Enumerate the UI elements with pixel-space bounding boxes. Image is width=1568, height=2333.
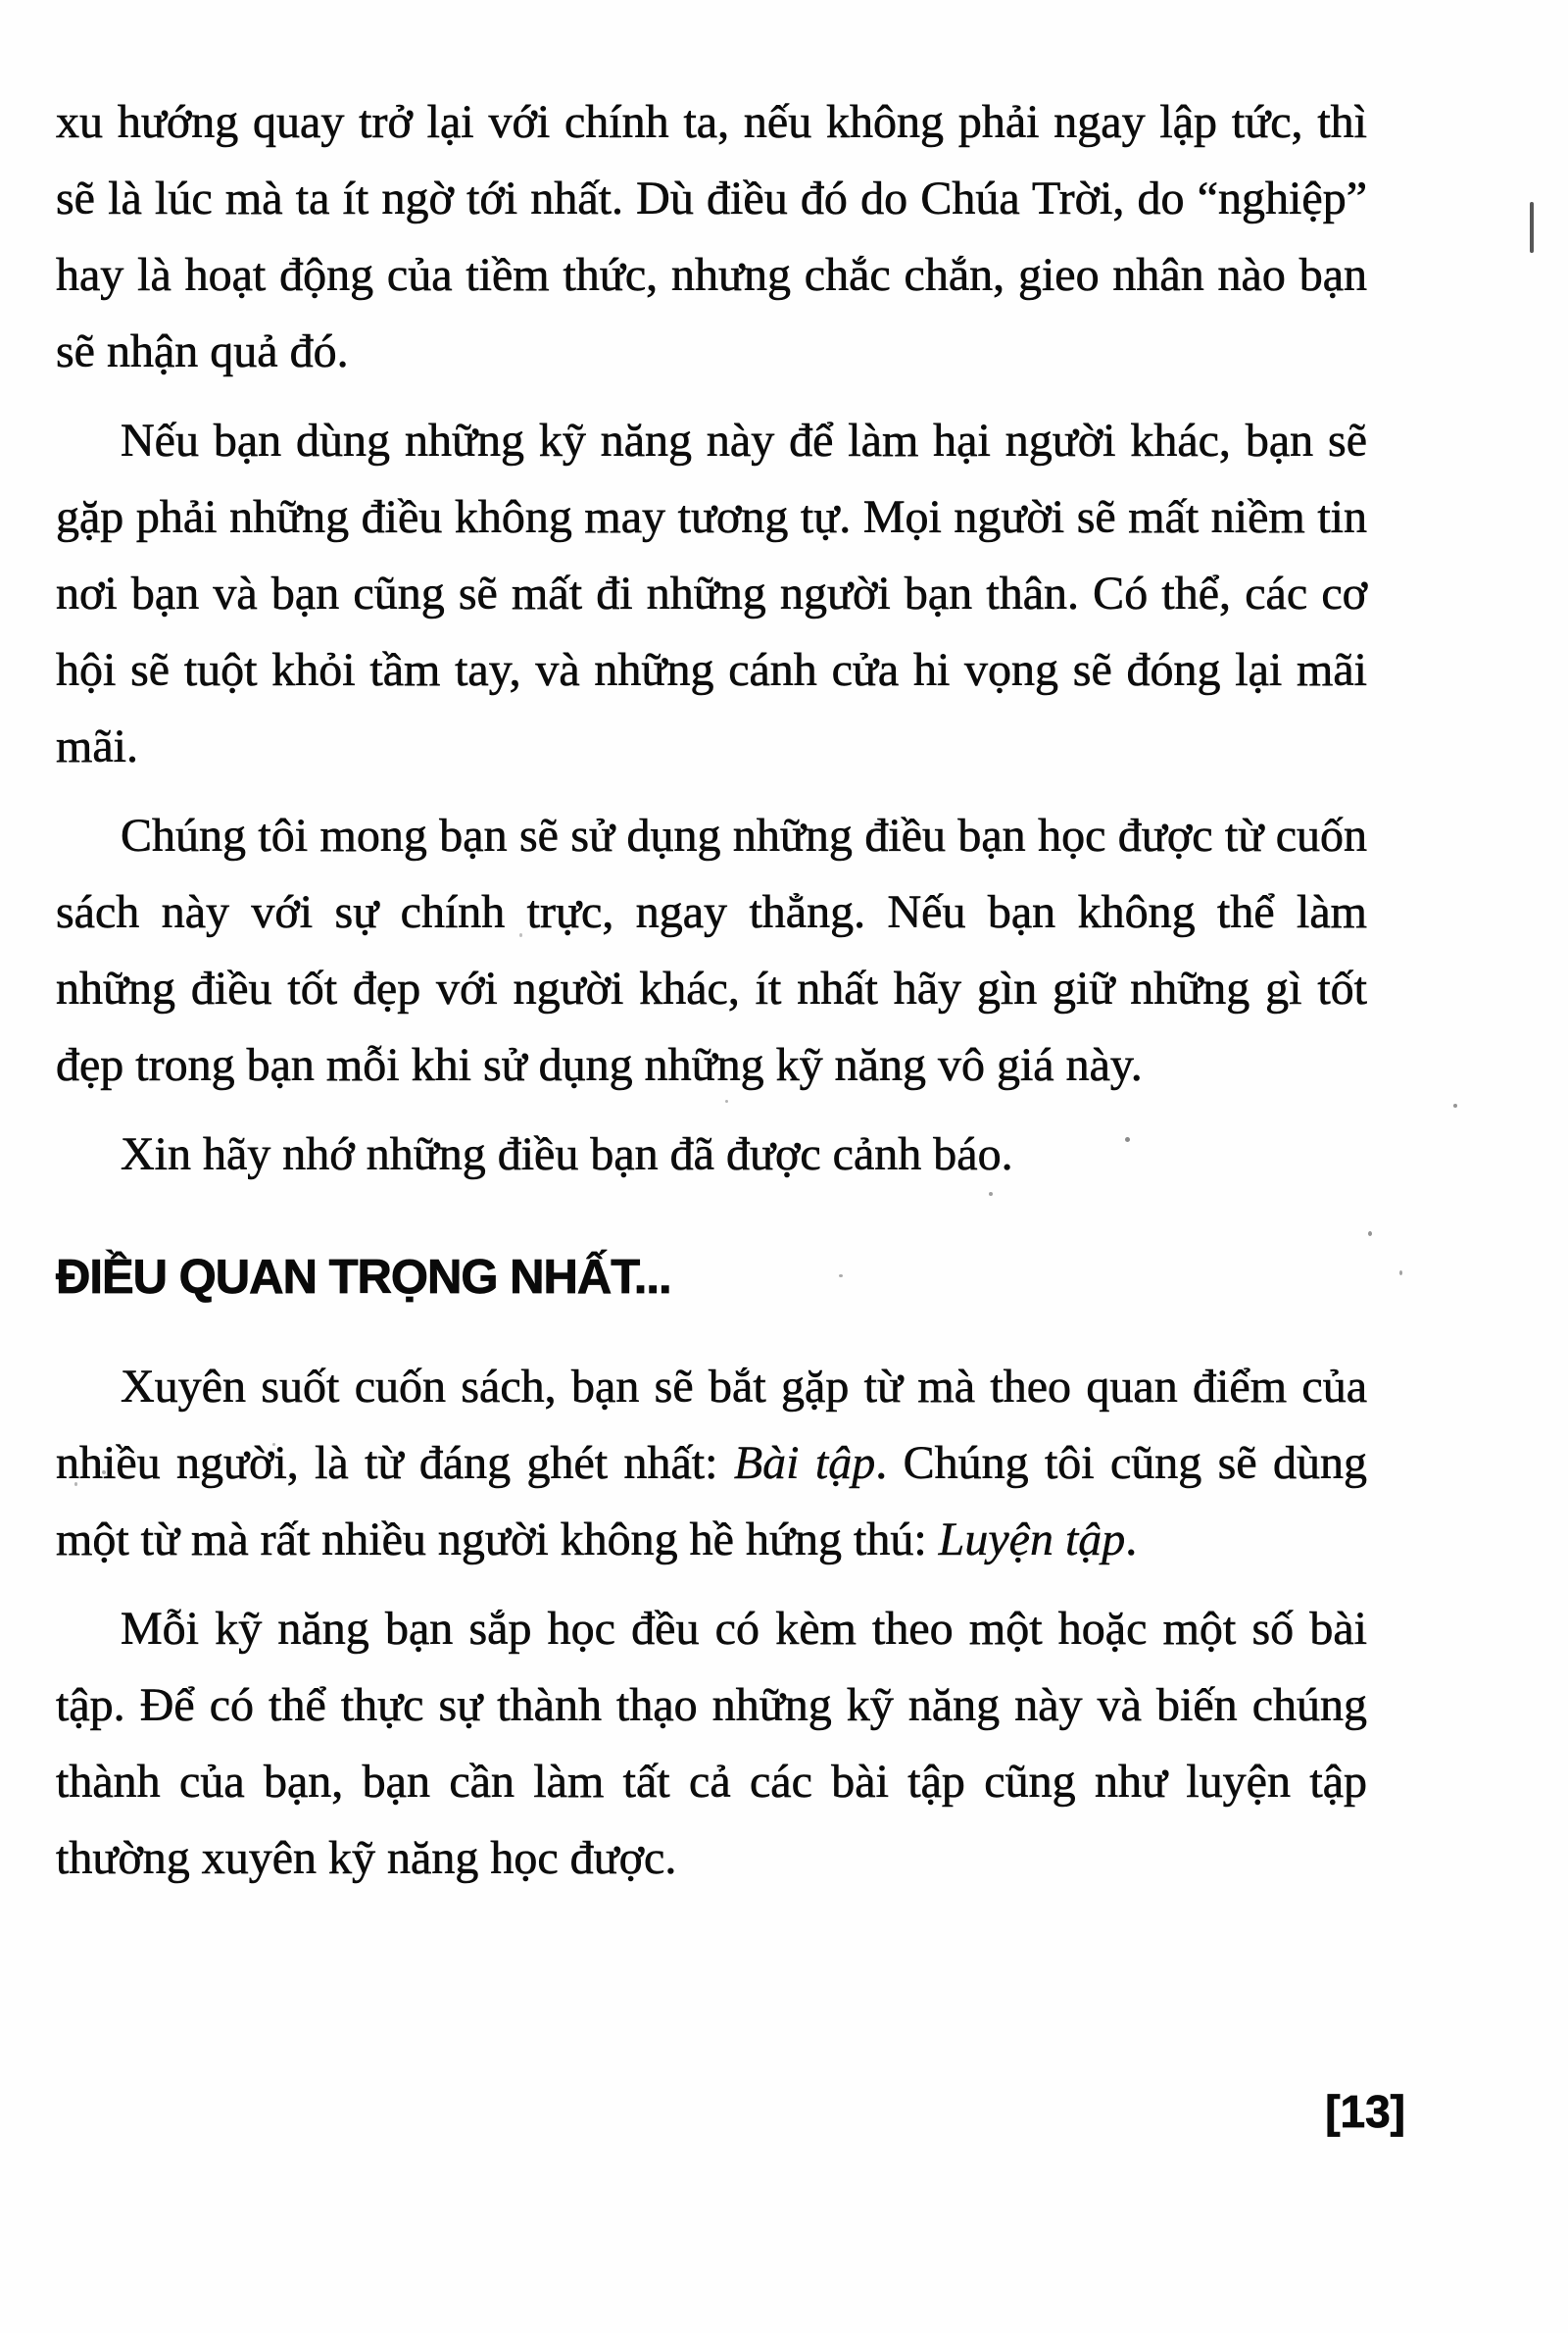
scan-speckle (989, 1192, 993, 1196)
scan-speckle (272, 1443, 275, 1446)
paragraph-5-text: . Chúng tôi cũng sẽ dùng một từ mà rất nhiều người không hề hứng thú: (56, 1437, 1367, 1565)
scan-edge-mark (1530, 202, 1534, 253)
paragraph-5 (56, 1349, 1367, 1578)
scan-speckle (1399, 1270, 1402, 1275)
paragraph-2: Nếu bạn dùng những kỹ năng này để làm hại người khác, bạn sẽ gặp phải những điều không may tương tự. Mọi người sẽ mất niềm tin nơi bạn và bạn cũng sẽ mất đi những người bạn thân. Có thể, các cơ hội sẽ tuột khỏi tầm tay, và những cánh cửa hi vọng sẽ đóng lại mãi mãi. (56, 415, 1367, 772)
scan-speckle (519, 933, 522, 937)
scan-speckle (839, 1274, 843, 1277)
page-number: [13] (1325, 2086, 1405, 2137)
paragraph-5-text: Xuyên suốt cuốn sách, bạn sẽ bắt gặp từ mà theo quan điểm của nhiều người, là từ đáng ghét nhất: (56, 1361, 1367, 1489)
page-content (56, 84, 1367, 1910)
paragraph-3: Chúng tôi mong bạn sẽ sử dụng những điều bạn học được từ cuốn sách này với sự chính trực, ngay thẳng. Nếu bạn không thể làm những điều tốt đẹp với người khác, ít nhất hãy gìn giữ những gì tốt đẹp trong bạn mỗi khi sử dụng những kỹ năng vô giá này. (56, 810, 1367, 1091)
scan-speckle (1368, 1231, 1372, 1236)
paragraph-1: xu hướng quay trở lại với chính ta, nếu không phải ngay lập tức, thì sẽ là lúc mà ta ít ngờ tới nhất. Dù điều đó do Chúa Trời, do “nghiệp” hay là hoạt động của tiềm thức, nhưng chắc chắn, gieo nhân nào bạn sẽ nhận quả đó. (56, 96, 1367, 377)
paragraph-4: Xin hãy nhớ những điều bạn đã được cảnh báo. (121, 1128, 1013, 1180)
emphasized-term-luyen-tap: Luyện tập (938, 1514, 1126, 1565)
scan-speckle (1453, 1104, 1457, 1108)
emphasized-term-bai-tap: Bài tập (733, 1437, 876, 1489)
section-heading: ĐIỀU QUAN TRỌNG NHẤT... (56, 1251, 671, 1304)
scan-speckle (102, 1470, 106, 1474)
paragraph-5-text: . (1125, 1514, 1138, 1565)
scan-speckle (725, 1100, 728, 1103)
paragraph-6: Mỗi kỹ năng bạn sắp học đều có kèm theo một hoặc một số bài tập. Để có thể thực sự thành thạo những kỹ năng này và biến chúng thành của bạn, bạn cần làm tất cả các bài tập cũng như luyện tập thường xuyên kỹ năng học được. (56, 1603, 1367, 1884)
scan-speckle (1125, 1137, 1130, 1142)
scan-speckle (74, 1482, 77, 1486)
